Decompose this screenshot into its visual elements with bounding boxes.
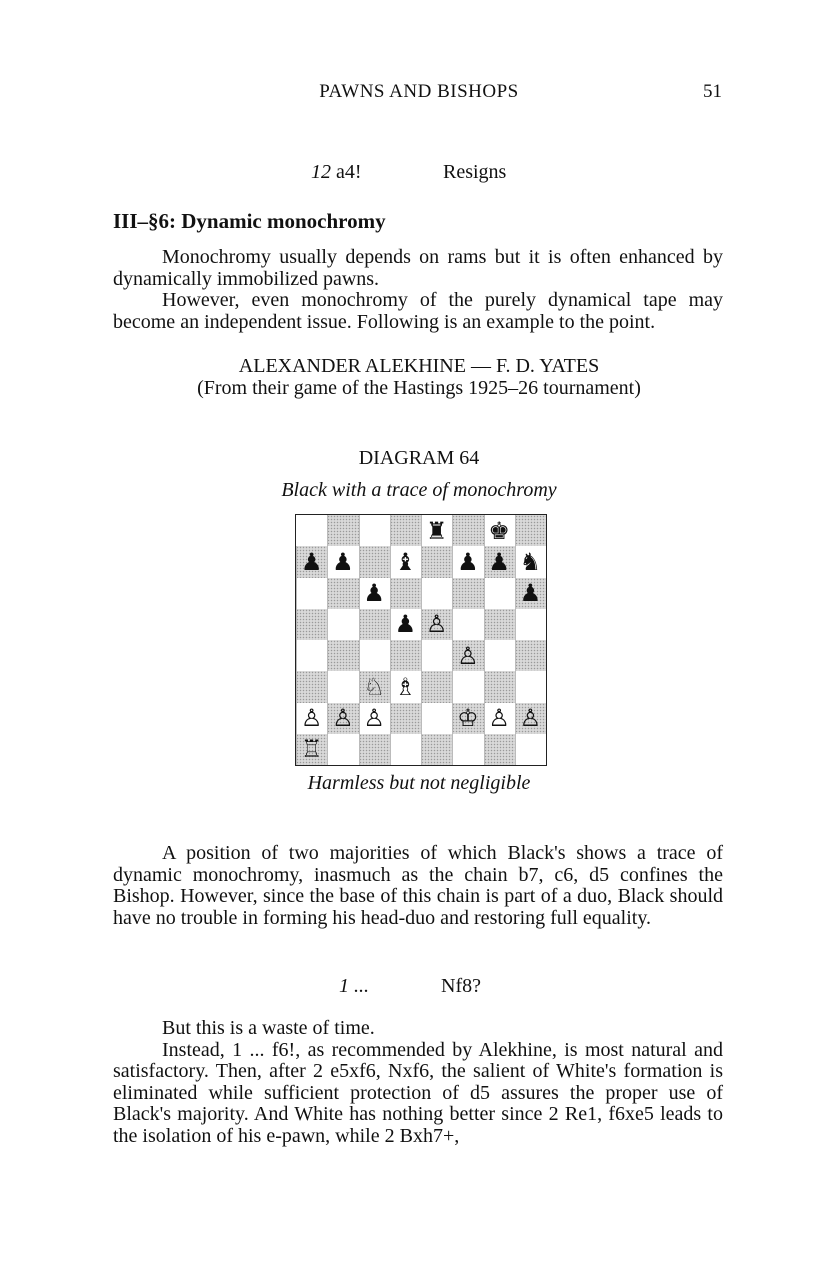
board-square [390, 640, 421, 671]
game-players: ALEXANDER ALEKHINE — F. D. YATES [238, 355, 600, 377]
chess-piece: ♟ [394, 610, 417, 639]
board-square [296, 609, 327, 640]
board-square [359, 734, 390, 765]
board-square [390, 515, 421, 546]
board-square [484, 640, 515, 671]
chess-piece: ♞ [519, 547, 542, 576]
board-square [296, 578, 327, 609]
board-square [515, 703, 546, 734]
board-square [484, 515, 515, 546]
board-square [421, 578, 452, 609]
board-square [359, 515, 390, 546]
closing-paragraph-1: But this is a waste of time. [162, 1017, 375, 1039]
move-result: Resigns [443, 161, 507, 183]
board-square [390, 734, 421, 765]
closing-paragraph-2: Instead, 1 ... f6!, as recommended by Alekhine, is most natural and satisfactory. Then, after 2 e5xf6, Nxf6, the salient of White's formation is eliminated while sufficient protection of d5 assures the proper use of Black's majority. And White has nothing better since 2 Re1, f6xe5 leads to the isolation of his e-pawn, while 2 Bxh7+, [113, 1038, 723, 1147]
board-square [452, 703, 483, 734]
board-square [484, 703, 515, 734]
board-square [296, 703, 327, 734]
board-square [452, 609, 483, 640]
section-heading: III–§6: Dynamic monochromy [113, 209, 386, 233]
board-square [359, 609, 390, 640]
intro-paragraph-2: However, even monochromy of the purely dynamical tape may become an independent issue. Following is an example to the point. [113, 289, 723, 333]
chess-piece: ♗ [394, 672, 417, 701]
board-square [327, 609, 358, 640]
board-square [484, 578, 515, 609]
board-square [327, 734, 358, 765]
board-square [296, 546, 327, 577]
board-square [421, 609, 452, 640]
board-square [327, 703, 358, 734]
chess-piece: ♟ [457, 547, 479, 576]
board-square [484, 609, 515, 640]
board-square [515, 515, 546, 546]
board-square [327, 546, 358, 577]
board-square [296, 734, 327, 765]
board-square [327, 515, 358, 546]
chess-piece: ♙ [488, 704, 510, 733]
board-square [296, 515, 327, 546]
chess-piece: ♙ [519, 704, 542, 733]
board-square [515, 609, 546, 640]
board-square [296, 640, 327, 671]
board-square [390, 703, 421, 734]
chess-piece: ♙ [425, 610, 448, 639]
board-square [390, 671, 421, 702]
running-title: PAWNS AND BISHOPS [319, 81, 519, 102]
chess-piece: ♙ [300, 704, 323, 733]
move-line-12 [311, 161, 362, 184]
move-number: 12 [311, 161, 331, 183]
chess-piece: ♟ [363, 579, 385, 608]
diagram-title: Black with a trace of monochromy [281, 479, 557, 501]
board-square [515, 640, 546, 671]
board-square [452, 546, 483, 577]
chess-piece: ♜ [425, 516, 448, 545]
analysis-paragraph: A position of two majorities of which Black's shows a trace of dynamic monochromy, inasmuch as the chain b7, c6, d5 confines the Bishop. However, since the base of this chain is part of a duo, Black should have no trouble in forming his head-duo and restoring full equality. [113, 842, 723, 929]
chess-piece: ♟ [519, 579, 542, 608]
board-square [359, 578, 390, 609]
chess-piece: ♙ [332, 704, 354, 733]
move-line-1 [339, 975, 369, 998]
chess-piece: ♝ [394, 547, 417, 576]
board-square [515, 734, 546, 765]
board-square [421, 734, 452, 765]
board-square [452, 734, 483, 765]
chess-piece: ♟ [488, 547, 510, 576]
board-square [421, 546, 452, 577]
chess-piece: ♙ [457, 641, 479, 670]
chess-piece: ♟ [332, 547, 354, 576]
board-square [359, 546, 390, 577]
board-square [421, 703, 452, 734]
board-square [296, 671, 327, 702]
board-square [515, 546, 546, 577]
chess-piece: ♙ [363, 704, 385, 733]
board-square [484, 546, 515, 577]
board-square [327, 578, 358, 609]
board-square [327, 671, 358, 702]
page-number: 51 [703, 81, 722, 102]
board-square [452, 671, 483, 702]
intro-text [113, 247, 723, 333]
intro-paragraph-1: Monochromy usually depends on rams but it is often enhanced by dynamically immobilized pawns. [113, 246, 723, 290]
board-square [327, 640, 358, 671]
chess-piece: ♔ [457, 704, 479, 733]
board-square [515, 578, 546, 609]
board-square [421, 640, 452, 671]
board-square [421, 515, 452, 546]
chess-piece: ♟ [300, 547, 323, 576]
board-square [452, 515, 483, 546]
board-square [359, 703, 390, 734]
board-square [390, 578, 421, 609]
closing-text [113, 1018, 723, 1147]
move-number: 1 ... [339, 975, 369, 997]
board-square [484, 734, 515, 765]
chess-piece: ♘ [363, 672, 385, 701]
move-text: a4! [336, 161, 362, 183]
move-text: Nf8? [441, 975, 481, 997]
board-square [390, 546, 421, 577]
game-source: (From their game of the Hastings 1925–26 tournament) [197, 377, 641, 399]
board-square [359, 640, 390, 671]
board-square [359, 671, 390, 702]
board-square [421, 671, 452, 702]
diagram-caption: Harmless but not negligible [307, 772, 531, 794]
board-square [452, 640, 483, 671]
board-square [452, 578, 483, 609]
board-square [484, 671, 515, 702]
chess-piece: ♖ [300, 735, 323, 764]
board-square [515, 671, 546, 702]
chess-piece: ♚ [488, 516, 510, 545]
board-square [390, 609, 421, 640]
diagram-label: DIAGRAM 64 [358, 447, 480, 469]
chess-board [295, 514, 547, 766]
